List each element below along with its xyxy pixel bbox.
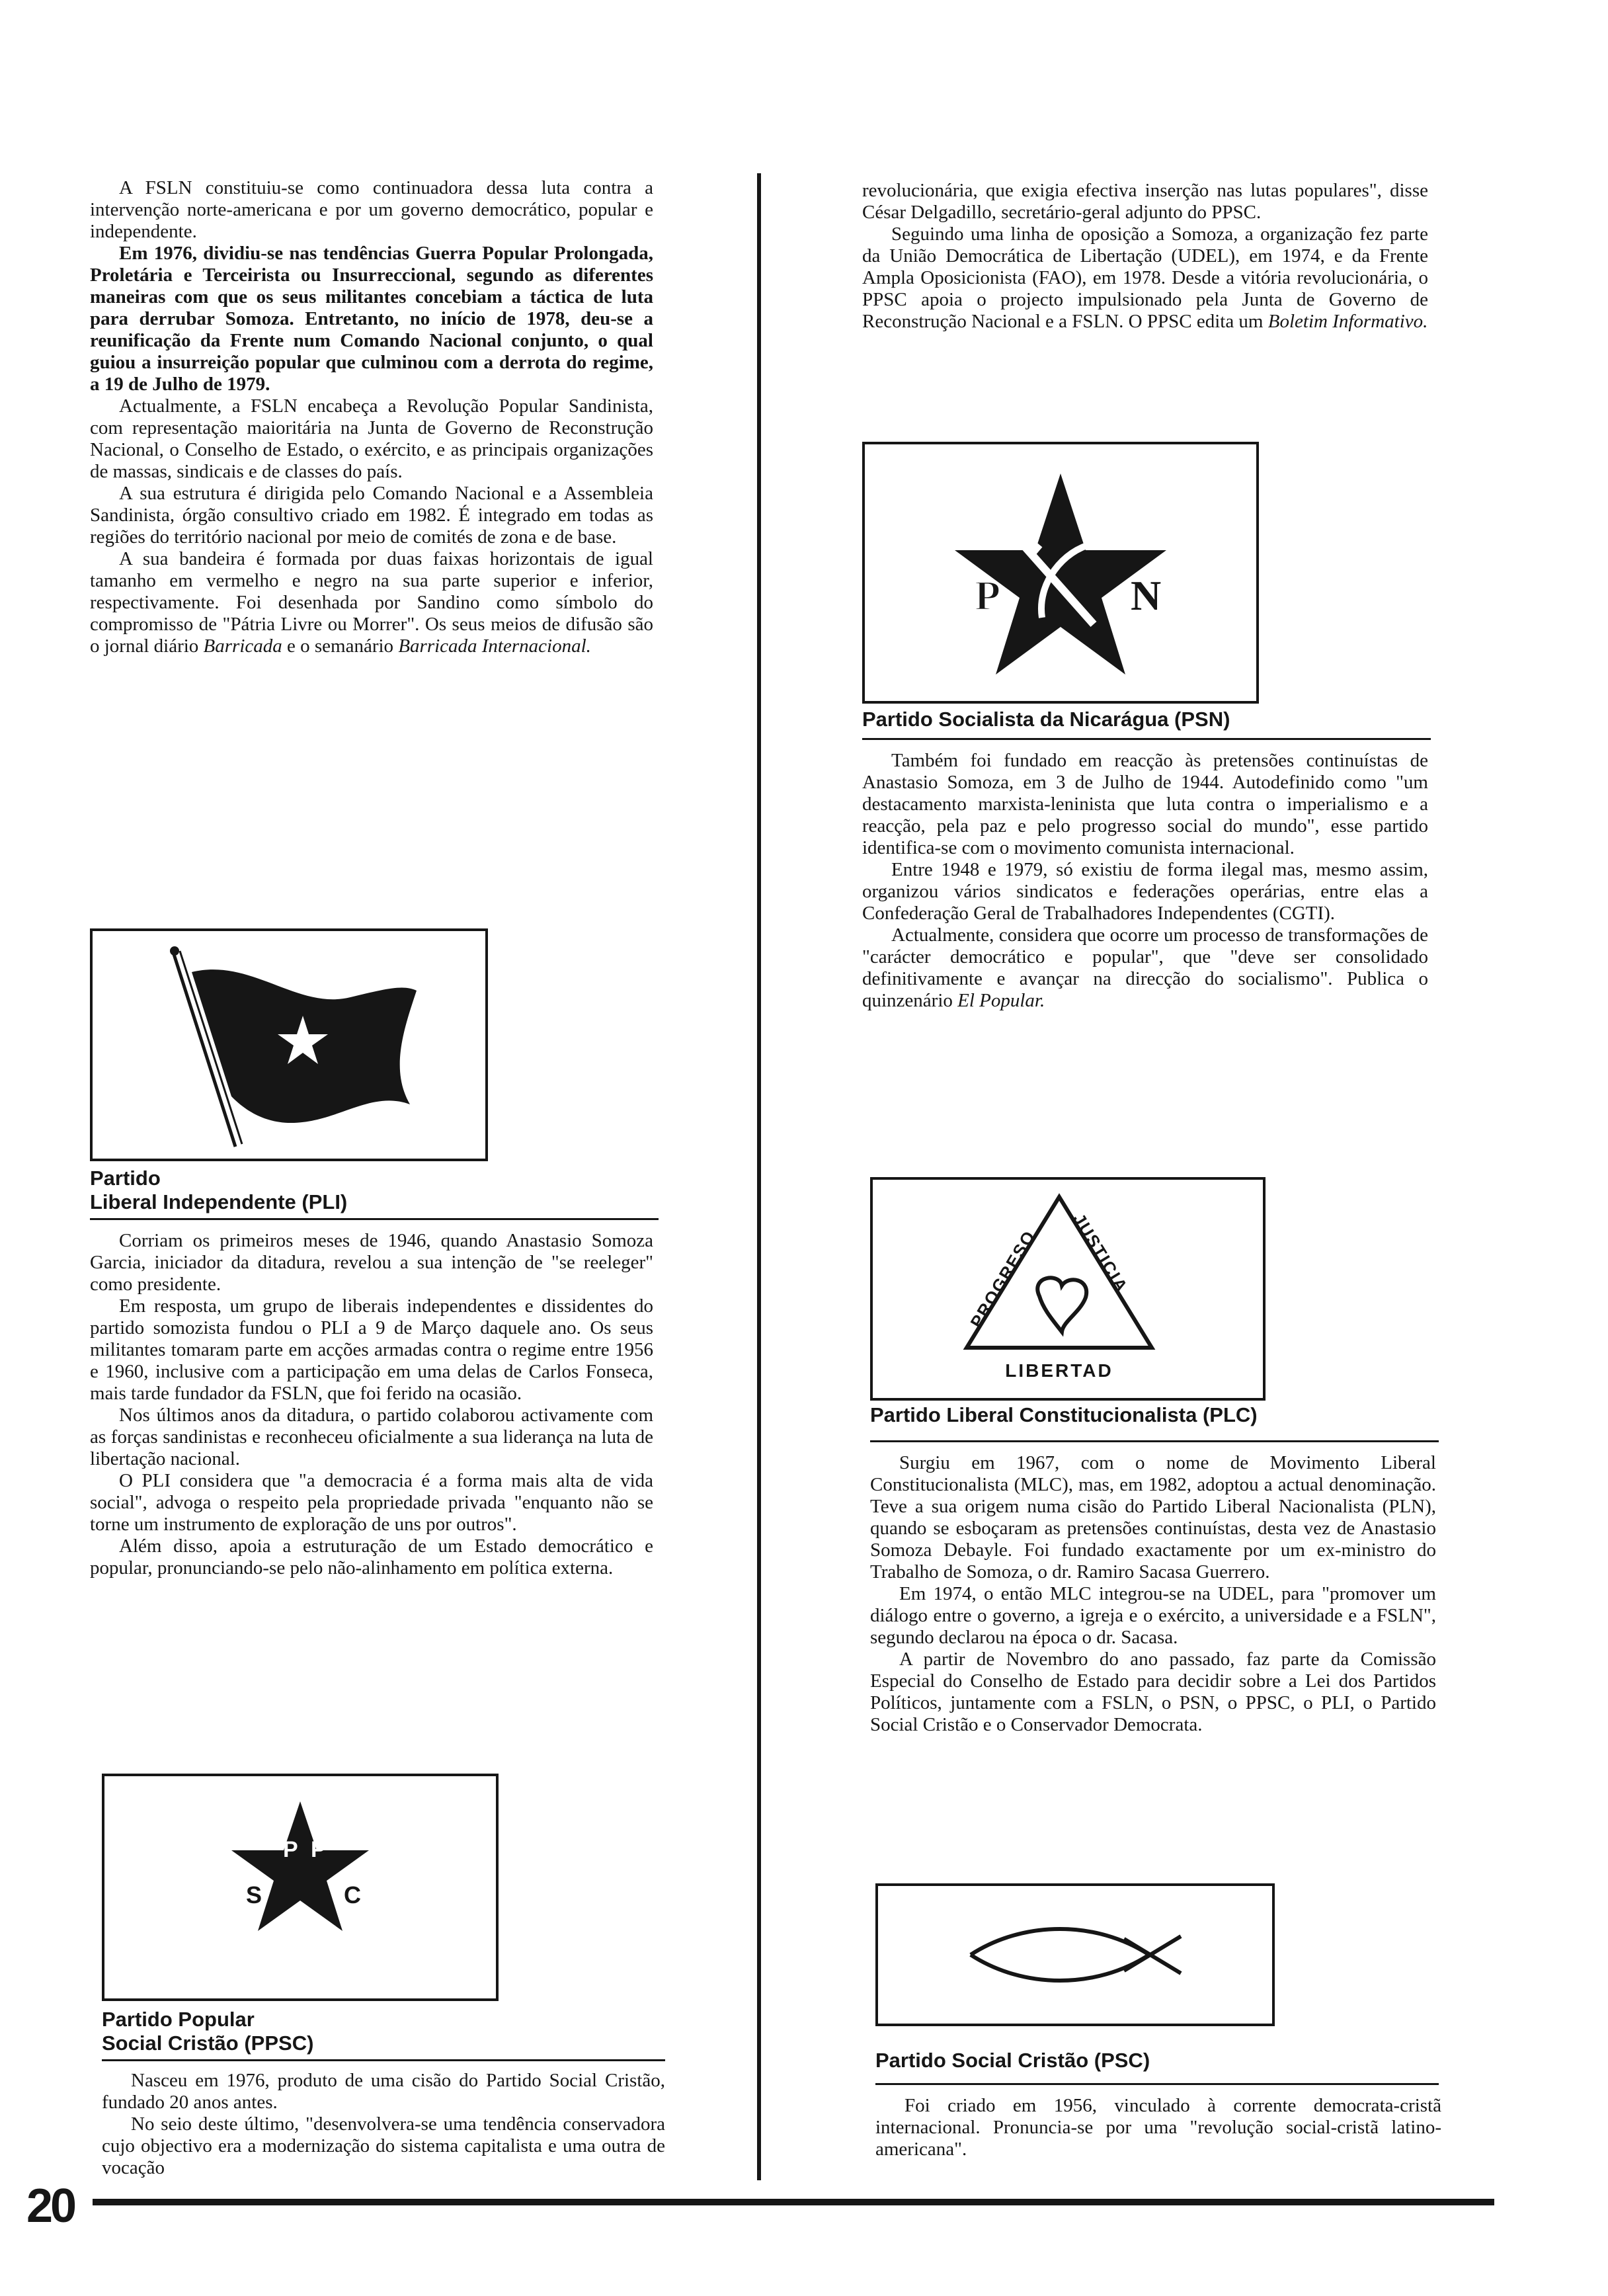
pli-caption <box>90 1167 653 1214</box>
publication-title: Boletim Informativo. <box>1267 311 1428 332</box>
paragraph <box>862 224 1428 333</box>
paragraph: Em 1974, o então MLC integrou-se na UDEL, para "promover um diálogo entre o governo, a igreja e o exército, a universidade e a FSLN", segundo declarou na época o dr. Sacasa. <box>870 1583 1436 1648</box>
emblem-letter: N <box>1131 572 1162 619</box>
caption-line: Liberal Independente (PLI) <box>90 1190 348 1213</box>
psc-flag-emblem <box>875 1883 1275 2026</box>
pli-text <box>90 1230 653 1579</box>
paragraph: A sua estrutura é dirigida pelo Comando Nacional e a Assembleia Sandinista, órgão consultivo criado em 1982. É integrado em todas as regiões do território nacional por meio de comités de zona e de base. <box>90 483 653 548</box>
emblem-letter: P <box>311 1837 326 1862</box>
divider <box>90 1218 659 1220</box>
divider <box>870 1440 1439 1442</box>
caption-line: Partido <box>90 1167 161 1190</box>
psn-text <box>862 750 1428 1012</box>
psn-caption: Partido Socialista da Nicarágua (PSN) <box>862 708 1230 731</box>
emblem-word: PROGRESO <box>966 1226 1040 1332</box>
caption-line: Partido Popular <box>102 2008 255 2031</box>
fish-icon <box>878 1886 1272 2024</box>
paragraph: Além disso, apoia a estruturação de um Estado democrático e popular, pronunciando-se pelo não-alinhamento em política externa. <box>90 1536 653 1578</box>
plc-caption: Partido Liberal Constitucionalista (PLC) <box>870 1403 1258 1426</box>
paragraph-text: A sua bandeira é formada por duas faixas horizontais de igual tamanho em vermelho e negro na sua parte superior e inferior, respectivamente. Foi desenhada por Sandino como símbolo do compromisso de "Pátria Livre ou Morrer". Os seus meios de difusão são o jornal diário <box>90 548 653 657</box>
divider <box>862 738 1431 740</box>
paragraph: revolucionária, que exigia efectiva inserção nas lutas populares", disse César Delgadillo, secretário-geral adjunto do PPSC. <box>862 180 1428 223</box>
paragraph <box>90 548 653 657</box>
paragraph: Em 1976, dividiu-se nas tendências Guerra Popular Prolongada, Proletária e Terceirista ou Insurreccional, segundo as diferentes maneiras com que os seus militantes concebiam a táctica de luta para derrubar Somoza. Entretanto, no início de 1978, deu-se a reunificação da Frente num Comando Nacional conjunto, o qual guiou a insurreição popular que culminou com a derrota do regime, a 19 de Julho de 1979. <box>90 243 653 395</box>
ppsc-flag-emblem <box>102 1774 499 2001</box>
ppsc-continued-text <box>862 180 1428 333</box>
psn-flag-emblem <box>862 442 1259 704</box>
emblem-word: JUSTICIA <box>1068 1210 1133 1297</box>
divider <box>102 2059 665 2061</box>
ppsc-caption <box>102 2008 665 2055</box>
paragraph <box>862 924 1428 1012</box>
psc-caption: Partido Social Cristão (PSC) <box>875 2049 1150 2072</box>
paragraph: A partir de Novembro do ano passado, faz parte da Comissão Especial do Conselho de Estado para decidir sobre a Lei dos Partidos Políticos, juntamente com a FSLN, o PSN, o PPSC, o PLI, o Partido Social Cristão e o Conservador Democrata. <box>870 1649 1436 1735</box>
paragraph-text: Actualmente, considera que ocorre um processo de transformações de "carácter democrático e popular", que "deve ser consolidado definitivamente e avançar na direcção do socialismo". Publica o quinzenário <box>862 924 1428 1011</box>
paragraph: Nos últimos anos da ditadura, o partido colaborou activamente com as forças sandinistas e reconheceu oficialmente a sua liderança na luta de libertação nacional. <box>90 1405 653 1469</box>
flag-star-icon <box>93 931 485 1159</box>
plc-flag-emblem <box>870 1177 1266 1401</box>
emblem-letter: P <box>975 572 1001 619</box>
paragraph: Surgiu em 1967, com o nome de Movimento Liberal Constitucionalista (MLC), mas, em 1982, adoptou a actual denominação. Teve a sua origem numa cisão do Partido Liberal Nacionalista (PLN), quando se esboçaram as pretensões continuístas, desta vez de Anastasio Somoza Debayle. Foi fundado exactamente por um ex-ministro do Trabalho de Somoza, o dr. Ramiro Sacasa Guerrero. <box>870 1452 1436 1582</box>
paragraph: No seio deste último, "desenvolvera-se uma tendência conservadora cujo objectivo era a modernização do sistema capitalista e uma outra de vocação <box>102 2113 665 2178</box>
paragraph: Foi criado em 1956, vinculado à corrente democrata-cristã internacional. Pronuncia-se por uma "revolução social-cristã latino-americana". <box>875 2095 1441 2160</box>
emblem-letter: S <box>1047 634 1071 681</box>
emblem-letter: S <box>246 1881 262 1908</box>
emblem-letter: C <box>344 1881 361 1908</box>
left-column-fsln-text <box>90 177 653 657</box>
ppsc-text <box>102 2070 665 2179</box>
paragraph: Em resposta, um grupo de liberais independentes e dissidentes do partido somozista fundou o PLI a 9 de Março daquele ano. Os seus militantes tomaram parte em acções armadas contra o regime entre 1956 e 1960, inclusive com a participação em uma delas de Carlos Fonseca, mais tarde fundador da FSLN, que foi ferido na ocasião. <box>90 1295 653 1404</box>
svg-text:PROGRESO <box>966 1227 1039 1331</box>
emblem-word: LIBERTAD <box>1005 1360 1113 1381</box>
publication-title: El Popular. <box>957 990 1045 1011</box>
paragraph: Actualmente, a FSLN encabeça a Revolução Popular Sandinista, com representação maioritária na Junta de Governo de Reconstrução Nacional, o Conselho de Estado, o exército, e as principais organizações de massas, sindicais e de classes do país. <box>90 395 653 482</box>
pli-flag-emblem <box>90 928 488 1161</box>
column-divider <box>757 173 761 2180</box>
plc-text <box>870 1452 1436 1736</box>
page-number: 20 <box>26 2180 75 2233</box>
psc-text <box>875 2095 1441 2160</box>
newspaper-title: Barricada Internacional. <box>398 636 591 657</box>
caption-line: Social Cristão (PPSC) <box>102 2031 314 2055</box>
divider <box>875 2083 1439 2085</box>
paragraph: O PLI considera que "a democracia é a forma mais alta de vida social", advoga o respeito pela propriedade privada "enquanto não se torne um instrumento de exploração de uns por outros". <box>90 1470 653 1535</box>
paragraph: Entre 1948 e 1979, só existiu de forma ilegal mas, mesmo assim, organizou vários sindicatos e federações operárias, entre elas a Confederação Geral de Trabalhadores Independentes (CGTI). <box>862 859 1428 924</box>
svg-text:JUSTICIA <box>1069 1210 1132 1297</box>
paragraph-text: Seguindo uma linha de oposição a Somoza, a organização fez parte da União Democrática de Libertação (UDEL), em 1974, e da Frente Ampla Oposicionista (FAO), em 1978. Desde a vitória revolucionária, o PPSC apoia o projecto impulsionado pela Junta de Governo de Reconstrução Nacional e a FSLN. O PPSC edita um <box>862 224 1428 332</box>
paragraph-text: e o semanário <box>287 636 394 657</box>
paragraph: Nasceu em 1976, produto de uma cisão do Partido Social Cristão, fundado 20 anos antes. <box>102 2070 665 2113</box>
footer-rule <box>93 2199 1494 2205</box>
paragraph: A FSLN constituiu-se como continuadora dessa luta contra a intervenção norte-americana e por um governo democrático, popular e independente. <box>90 177 653 242</box>
newspaper-title: Barricada <box>203 636 282 657</box>
emblem-letter: P <box>283 1837 298 1862</box>
paragraph: Também foi fundado em reacção às pretensões continuístas de Anastasio Somoza, em 3 de Julho de 1944. Autodefinido como "um destacamento marxista-leninista que luta contra o imperialismo e a reacção, pela paz e pelo progresso social do mundo", esse partido identifica-se com o movimento comunista internacional. <box>862 750 1428 858</box>
paragraph: Corriam os primeiros meses de 1946, quando Anastasio Somoza Garcia, iniciador da ditadura, revelou a sua intenção de "se reeleger" como presidente. <box>90 1230 653 1295</box>
